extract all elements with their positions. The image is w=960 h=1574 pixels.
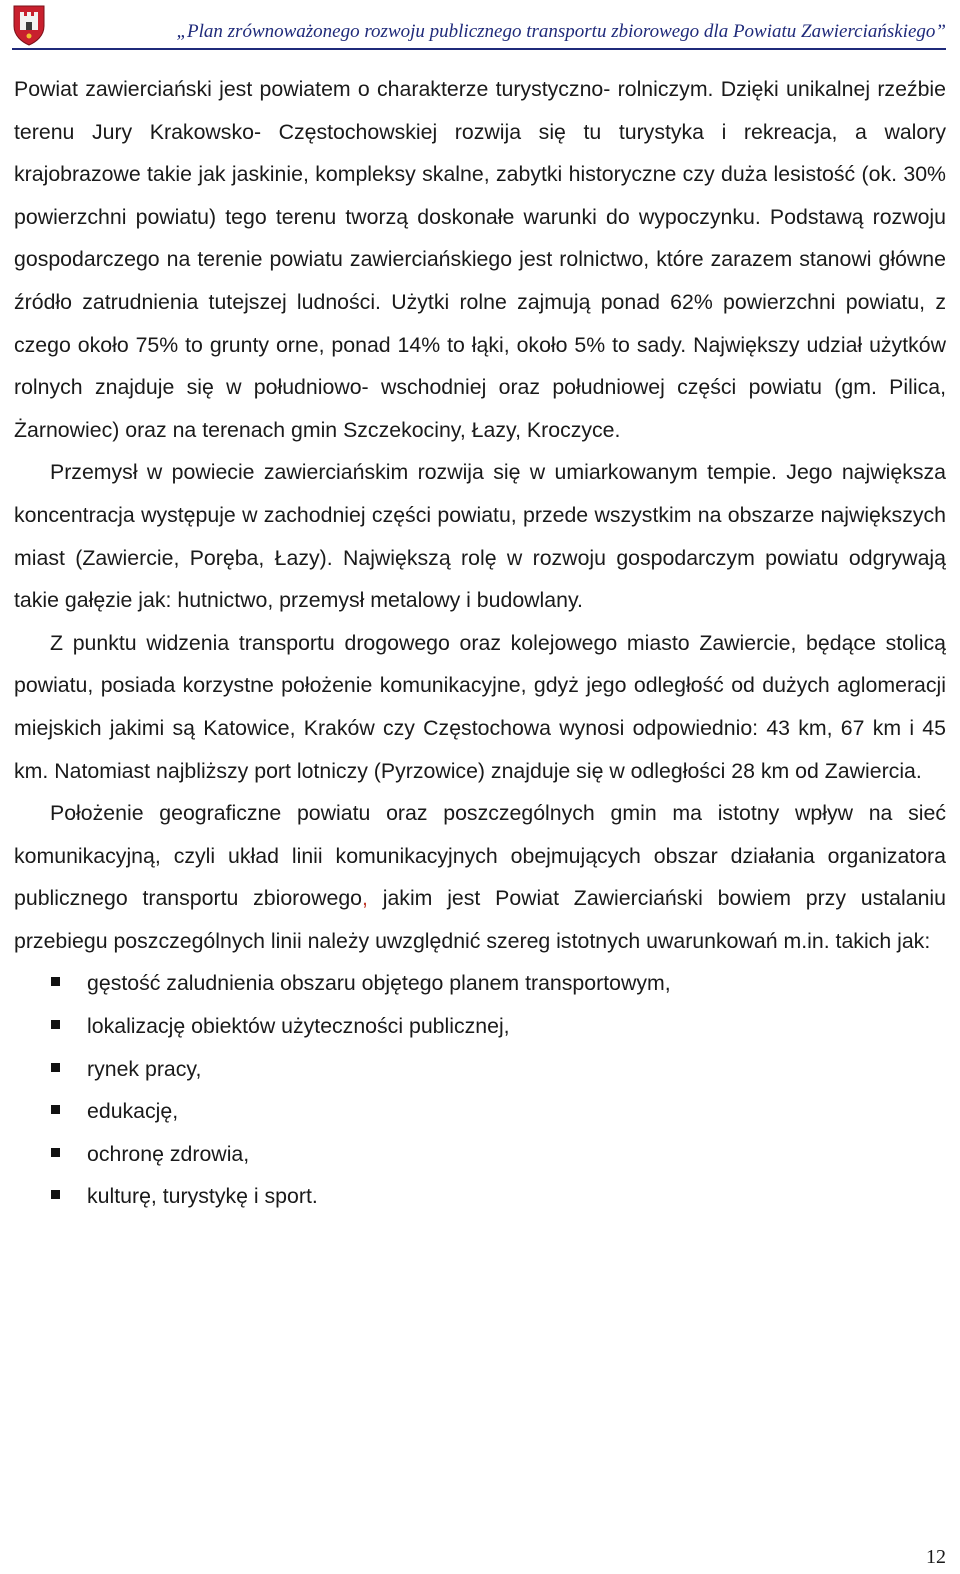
square-bullet-icon — [51, 977, 60, 986]
page-number: 12 — [926, 1546, 946, 1568]
coat-of-arms-logo — [12, 4, 46, 46]
paragraph-transport-location: Z punktu widzenia transportu drogowego oraz kolejowego miasto Zawiercie, będące stolicą powiatu, posiada korzystne położenie komunikacyjne, gdyż jego odległość od dużych aglomeracji miejskich jakimi są Katowice, Kraków czy Częstochowa wynosi odpowiednio: 43 km, 67 km i 45 km. Natomiast najbliższy port lotniczy (Pyrzowice) znajduje się w odległości 28 km od Zawiercia. — [14, 630, 946, 783]
document-body — [14, 68, 946, 1218]
paragraph-geographic-position — [14, 792, 946, 962]
list-item-text: kulturę, turystykę i sport. — [87, 1184, 318, 1209]
paragraph-geographic-position-part2: jakim jest Powiat Zawierciański bowiem przy ustalaniu przebiegu poszczególnych linii należy uwzględnić szereg istotnych uwarunkowań m.in. takich jak: — [14, 886, 947, 953]
list-item — [14, 1175, 946, 1218]
list-item-text: ochronę zdrowia, — [87, 1141, 250, 1166]
list-item — [14, 962, 946, 1005]
page-header — [0, 0, 960, 52]
list-item — [14, 1005, 946, 1048]
red-comma: , — [362, 886, 368, 911]
square-bullet-icon — [51, 1020, 60, 1029]
square-bullet-icon — [51, 1063, 60, 1072]
paragraph-geographic-position-part1: Położenie geograficzne powiatu oraz poszczególnych gmin ma istotny wpływ na sieć komunikacyjną, czyli układ linii komunikacyjnych obejmujących obszar działania organizatora publicznego transportu zbiorowego — [14, 801, 946, 911]
square-bullet-icon — [51, 1190, 60, 1199]
paragraph-industry: Przemysł w powiecie zawierciańskim rozwija się w umiarkowanym tempie. Jego największa koncentracja występuje w zachodniej części powiatu, przede wszystkim na obszarze największych miast (Zawiercie, Poręba, Łazy). Największą rolę w rozwoju gospodarczym powiatu odgrywają takie gałęzie jak: hutnictwo, przemysł metalowy i budowlany. — [14, 460, 946, 613]
square-bullet-icon — [51, 1105, 60, 1114]
header-divider — [12, 48, 946, 50]
list-item — [14, 1090, 946, 1133]
list-item-text: gęstość zaludnienia obszaru objętego planem transportowym, — [87, 971, 671, 996]
paragraph-tourism-agriculture: Powiat zawierciański jest powiatem o charakterze turystyczno- rolniczym. Dzięki unikalnej rzeźbie terenu Jury Krakowsko- Częstochowskiej rozwija się tu turystyka i rekreacja, a walory krajobrazowe takie jak jaskinie, kompleksy skalne, zabytki historyczne czy duża lesistość (ok. 30% powierzchni powiatu) tego terenu tworzą doskonałe warunki do wypoczynku. Podstawą rozwoju gospodarczego na terenie powiatu zawierciańskiego jest rolnictwo, które zarazem stanowi główne źródło zatrudnienia tutejszej ludności. Użytki rolne zajmują ponad 62% powierzchni powiatu, z czego około 75% to grunty orne, ponad 14% to łąki, około 5% to sady. Największy udział użytków rolnych znajduje się w południowo- wschodniej oraz południowej części powiatu (gm. Pilica, Żarnowiec) oraz na terenach gmin Szczekociny, Łazy, Kroczyce. — [14, 77, 946, 442]
list-item-text: lokalizację obiektów użyteczności publicznej, — [87, 1014, 510, 1039]
list-item-text: edukację, — [87, 1099, 179, 1124]
list-item-text: rynek pracy, — [87, 1056, 202, 1081]
list-item — [14, 1048, 946, 1091]
square-bullet-icon — [51, 1148, 60, 1157]
conditions-list — [14, 962, 946, 1218]
list-item — [14, 1133, 946, 1176]
document-title: „Plan zrównoważonego rozwoju publicznego transportu zbiorowego dla Powiatu Zawierciańskiego” — [176, 21, 946, 42]
